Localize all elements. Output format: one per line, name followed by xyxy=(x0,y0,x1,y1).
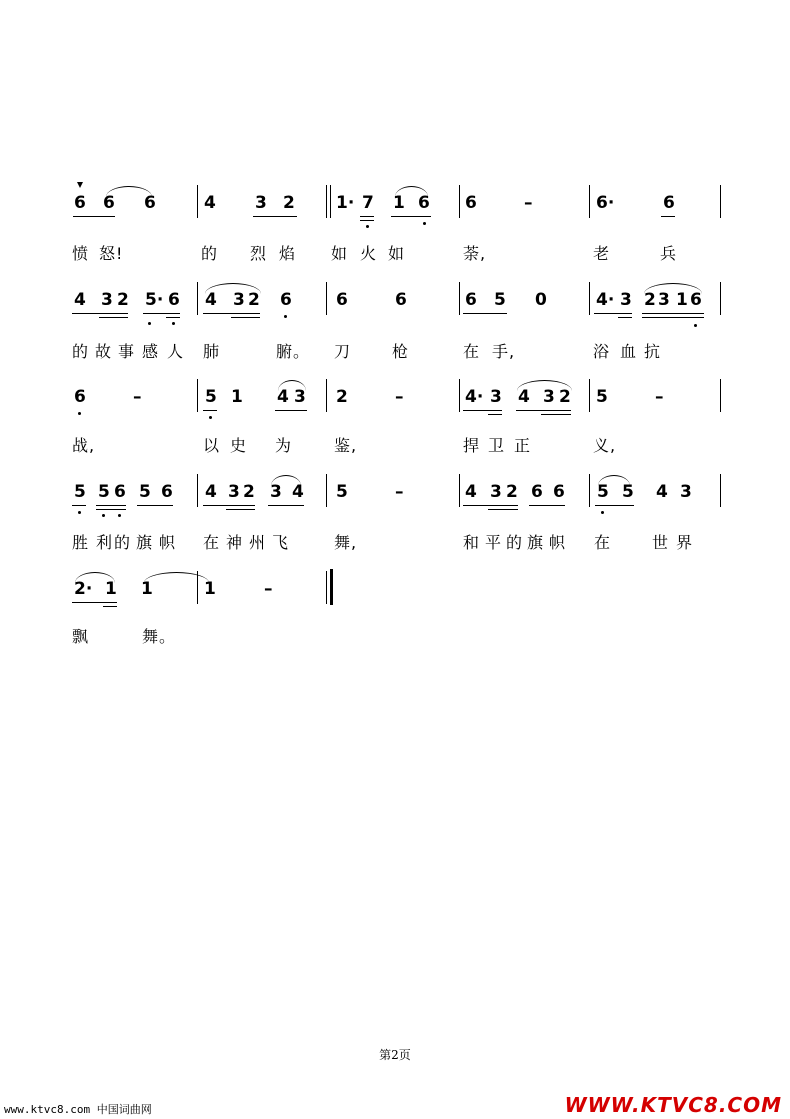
barline xyxy=(326,474,327,507)
lyric: 如 xyxy=(388,244,406,263)
underline xyxy=(516,410,571,411)
underline xyxy=(96,505,126,506)
rest: 0 xyxy=(535,290,547,310)
underline xyxy=(137,505,173,506)
underline xyxy=(360,216,374,217)
octave-dot xyxy=(366,225,369,228)
page-number: 第2页 xyxy=(379,1048,411,1062)
note: 1· xyxy=(336,193,355,213)
underline xyxy=(143,313,180,314)
barline xyxy=(589,379,590,412)
underline xyxy=(463,410,502,411)
lyric: 事 xyxy=(118,342,136,361)
note: 4 xyxy=(656,482,668,502)
note: 3 xyxy=(101,290,113,310)
note: 2 xyxy=(559,387,571,407)
barline xyxy=(330,185,331,218)
barline xyxy=(720,282,721,315)
octave-dot xyxy=(148,322,151,325)
lyric: 平 xyxy=(485,533,503,552)
note: 6 xyxy=(690,290,702,310)
note: 6 xyxy=(663,193,675,213)
underline xyxy=(99,317,128,318)
underline xyxy=(595,505,634,506)
note: 1 xyxy=(393,193,405,213)
lyric: 腑。 xyxy=(276,342,311,361)
lyric: 的 xyxy=(114,533,132,552)
notation-row-4 xyxy=(0,484,790,524)
lyric: 枪 xyxy=(392,342,410,361)
note: 4 xyxy=(518,387,530,407)
dash: – xyxy=(524,193,533,213)
lyric: 帜 xyxy=(549,533,567,552)
lyric: 愤 xyxy=(72,244,90,263)
octave-dot xyxy=(172,322,175,325)
lyric: 肺 xyxy=(203,342,221,361)
note: 3 xyxy=(228,482,240,502)
underline xyxy=(488,509,518,510)
note: 5· xyxy=(145,290,164,310)
note: 6 xyxy=(74,387,86,407)
note: 5 xyxy=(494,290,506,310)
lyric: 正 xyxy=(514,436,532,455)
barline xyxy=(326,379,327,412)
note: 2 xyxy=(248,290,260,310)
source-credit: www.ktvc8.com 中国词曲网 xyxy=(4,1103,152,1116)
note: 5 xyxy=(74,482,86,502)
lyric: 感 xyxy=(142,342,160,361)
lyric: 老 xyxy=(593,244,611,263)
lyric-row-2 xyxy=(0,344,790,384)
lyric: 如 xyxy=(331,244,349,263)
barline xyxy=(589,185,590,218)
note: 4 xyxy=(465,482,477,502)
barline xyxy=(197,379,198,412)
lyric: 怒! xyxy=(99,244,124,263)
notation-row-1 xyxy=(0,195,790,235)
note: 5 xyxy=(98,482,110,502)
note: 3 xyxy=(233,290,245,310)
lyric: 在 xyxy=(203,533,221,552)
note: 1 xyxy=(676,290,688,310)
lyric: 的 xyxy=(72,342,90,361)
octave-dot xyxy=(209,416,212,419)
barline xyxy=(326,282,327,315)
lyric: 荼, xyxy=(463,244,487,263)
note: 1 xyxy=(231,387,243,407)
lyric: 战, xyxy=(72,436,96,455)
note: 5 xyxy=(336,482,348,502)
dash: – xyxy=(133,387,142,407)
notation-row-5 xyxy=(0,581,790,621)
note: 3 xyxy=(270,482,282,502)
final-barline xyxy=(330,569,333,605)
underline xyxy=(661,216,675,217)
underline xyxy=(488,414,502,415)
lyric: 为 xyxy=(275,436,293,455)
lyric: 的 xyxy=(201,244,219,263)
dash: – xyxy=(264,579,273,599)
note: 2 xyxy=(283,193,295,213)
barline xyxy=(459,185,460,218)
note: 2 xyxy=(117,290,129,310)
underline xyxy=(253,216,297,217)
note: 6 xyxy=(168,290,180,310)
note: 4· xyxy=(596,290,615,310)
underline xyxy=(268,505,304,506)
note: 6 xyxy=(418,193,430,213)
underline xyxy=(72,602,117,603)
underline xyxy=(360,220,374,221)
lyric: 焰 xyxy=(279,244,297,263)
note: 3 xyxy=(490,387,502,407)
lyric: 旗 xyxy=(136,533,154,552)
note: 6 xyxy=(531,482,543,502)
lyric: 火 xyxy=(360,244,378,263)
barline xyxy=(197,474,198,507)
lyric: 旗 xyxy=(527,533,545,552)
note: 4 xyxy=(205,482,217,502)
underline xyxy=(618,317,632,318)
note: 1 xyxy=(105,579,117,599)
note: 4 xyxy=(204,193,216,213)
underline xyxy=(203,505,255,506)
underline xyxy=(642,313,704,314)
lyric: 帜 xyxy=(159,533,177,552)
octave-dot xyxy=(601,511,604,514)
octave-dot xyxy=(423,222,426,225)
note: 2· xyxy=(74,579,93,599)
note: 7 xyxy=(362,193,374,213)
barline xyxy=(197,185,198,218)
note: 6 xyxy=(161,482,173,502)
lyric-row-3 xyxy=(0,438,790,478)
underline xyxy=(642,317,704,318)
note: 6 xyxy=(114,482,126,502)
note: 1 xyxy=(141,579,153,599)
octave-dot xyxy=(694,324,697,327)
note: 3 xyxy=(680,482,692,502)
barline xyxy=(326,571,327,604)
note: 3 xyxy=(490,482,502,502)
underline xyxy=(72,505,86,506)
barline xyxy=(459,379,460,412)
lyric: 人 xyxy=(167,342,185,361)
note: 4 xyxy=(74,290,86,310)
lyric: 在 xyxy=(594,533,612,552)
underline xyxy=(463,313,507,314)
underline xyxy=(275,410,307,411)
note: 5 xyxy=(622,482,634,502)
note: 3 xyxy=(620,290,632,310)
note: 5 xyxy=(596,387,608,407)
underline xyxy=(166,317,180,318)
lyric: 捍 xyxy=(463,436,481,455)
barline xyxy=(720,474,721,507)
note: 3 xyxy=(294,387,306,407)
note: 6 xyxy=(336,290,348,310)
barline xyxy=(589,282,590,315)
underline xyxy=(203,410,217,411)
lyric-row-4 xyxy=(0,535,790,575)
lyric: 故 xyxy=(95,342,113,361)
dash: – xyxy=(395,387,404,407)
lyric: 兵 xyxy=(660,244,678,263)
lyric: 血 xyxy=(620,342,638,361)
dash: – xyxy=(395,482,404,502)
lyric: 胜 xyxy=(72,533,90,552)
underline xyxy=(103,606,117,607)
lyric: 手, xyxy=(492,342,516,361)
underline xyxy=(73,216,115,217)
lyric: 烈 xyxy=(250,244,268,263)
underline xyxy=(463,505,518,506)
note: 4 xyxy=(292,482,304,502)
lyric: 神 xyxy=(226,533,244,552)
note: 4 xyxy=(205,290,217,310)
lyric: 世 xyxy=(652,533,670,552)
note: 6 xyxy=(280,290,292,310)
lyric: 在 xyxy=(463,342,481,361)
note: 2 xyxy=(243,482,255,502)
barline xyxy=(720,185,721,218)
underline xyxy=(203,313,260,314)
lyric: 界 xyxy=(676,533,694,552)
underline xyxy=(529,505,565,506)
note: 3 xyxy=(255,193,267,213)
note: 3 xyxy=(658,290,670,310)
dash: – xyxy=(655,387,664,407)
note: 6 xyxy=(74,193,86,213)
underline xyxy=(541,414,571,415)
note: 5 xyxy=(205,387,217,407)
note: 6 xyxy=(465,193,477,213)
barline xyxy=(197,571,198,604)
lyric: 浴 xyxy=(593,342,611,361)
lyric: 抗 xyxy=(644,342,662,361)
note: 2 xyxy=(644,290,656,310)
octave-dot xyxy=(102,514,105,517)
barline xyxy=(197,282,198,315)
underline xyxy=(226,509,255,510)
underline xyxy=(72,313,128,314)
note: 4 xyxy=(277,387,289,407)
barline xyxy=(326,185,327,218)
lyric: 刀 xyxy=(334,342,352,361)
underline xyxy=(96,509,126,510)
octave-dot xyxy=(78,412,81,415)
note: 5 xyxy=(139,482,151,502)
note: 6 xyxy=(395,290,407,310)
barline xyxy=(720,379,721,412)
site-logo: WWW.KTVC8.COM xyxy=(564,1093,782,1117)
note: 1 xyxy=(204,579,216,599)
lyric: 鉴, xyxy=(334,436,358,455)
octave-dot xyxy=(284,315,287,318)
lyric: 州 xyxy=(249,533,267,552)
octave-dot xyxy=(118,514,121,517)
breath-mark-icon xyxy=(77,182,83,188)
note: 6 xyxy=(144,193,156,213)
barline xyxy=(589,474,590,507)
underline xyxy=(391,216,431,217)
note: 6 xyxy=(103,193,115,213)
lyric: 史 xyxy=(230,436,248,455)
barline xyxy=(459,282,460,315)
note: 4· xyxy=(465,387,484,407)
lyric: 飘 xyxy=(72,627,90,646)
lyric-row-1 xyxy=(0,246,790,286)
underline xyxy=(231,317,260,318)
note: 6 xyxy=(553,482,565,502)
note: 2 xyxy=(336,387,348,407)
note: 3 xyxy=(543,387,555,407)
lyric: 利 xyxy=(96,533,114,552)
lyric: 舞。 xyxy=(142,627,177,646)
lyric: 和 xyxy=(463,533,481,552)
octave-dot xyxy=(78,511,81,514)
lyric-row-5 xyxy=(0,629,790,669)
lyric: 以 xyxy=(203,436,221,455)
lyric: 舞, xyxy=(334,533,358,552)
underline xyxy=(594,313,632,314)
notation-row-2 xyxy=(0,292,790,332)
lyric: 飞 xyxy=(272,533,290,552)
lyric: 卫 xyxy=(488,436,506,455)
note: 2 xyxy=(506,482,518,502)
note: 6· xyxy=(596,193,615,213)
note: 5 xyxy=(597,482,609,502)
note: 6 xyxy=(465,290,477,310)
notation-row-3 xyxy=(0,389,790,429)
barline xyxy=(459,474,460,507)
lyric: 义, xyxy=(593,436,617,455)
lyric: 的 xyxy=(506,533,524,552)
